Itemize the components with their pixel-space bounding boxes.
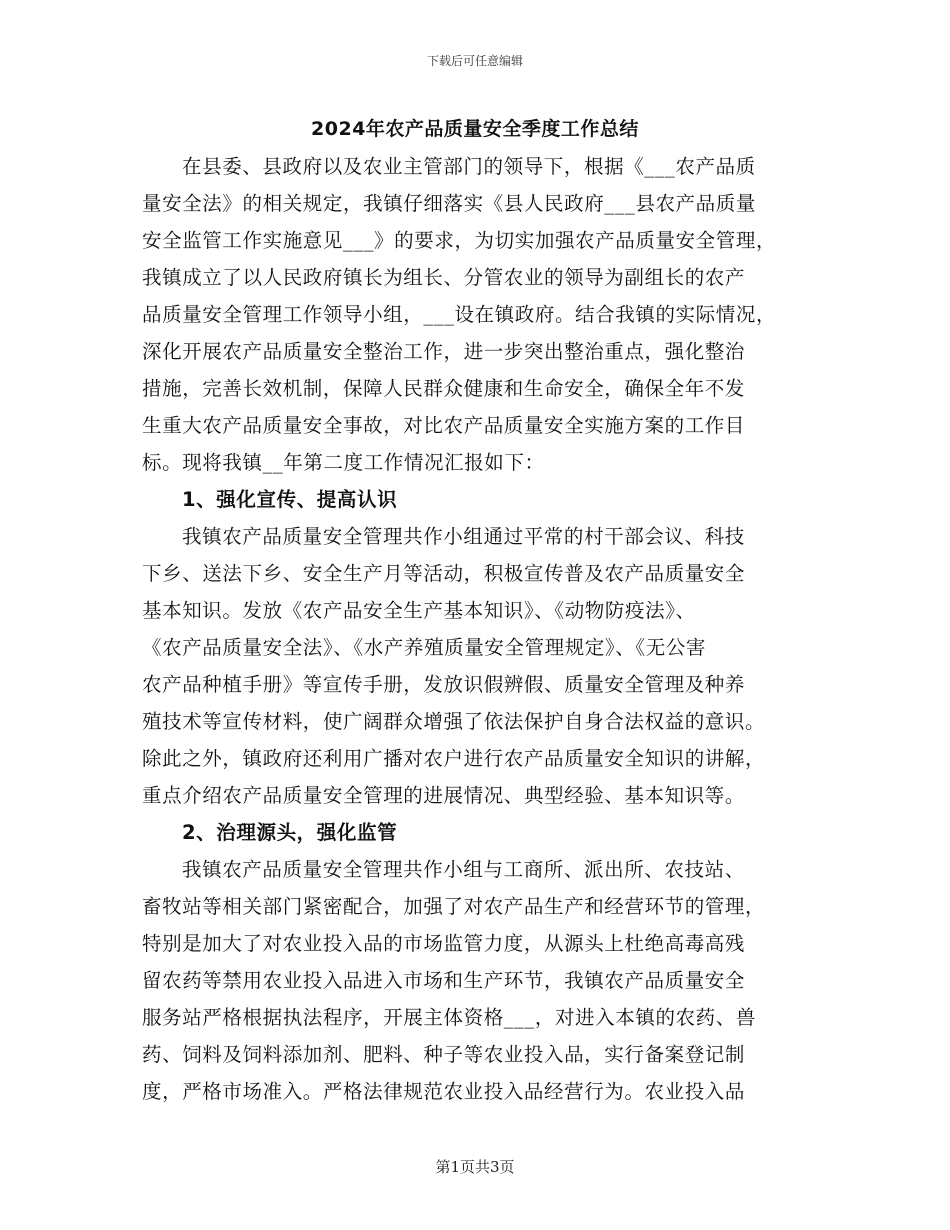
paragraph-line: 《农产品质量安全法》、《水产养殖质量安全管理规定》、《无公害 bbox=[142, 636, 707, 659]
document-body bbox=[142, 148, 822, 1110]
paragraph-line: 度，严格市场准入。严格法律规范农业投入品经营行为。农业投入品 bbox=[142, 1080, 746, 1103]
paragraph-line: 量安全法》的相关规定，我镇仔细落实《县人民政府___县农产品质量 bbox=[142, 192, 756, 215]
section-heading: 2、治理源头，强化监管 bbox=[182, 821, 398, 844]
paragraph-line: 殖技术等宣传材料，使广阔群众增强了依法保护自身合法权益的意识。 bbox=[142, 710, 766, 733]
paragraph-line: 标。现将我镇__年第二度工作情况汇报如下： bbox=[142, 451, 545, 474]
paragraph-line: 药、饲料及饲料添加剂、肥料、种子等农业投入品，实行备案登记制 bbox=[142, 1043, 746, 1066]
paragraph-line: 服务站严格根据执法程序，开展主体资格___，对进入本镇的农药、兽 bbox=[142, 1006, 756, 1029]
paragraph-line: 安全监管工作实施意见___》的要求，为切实加强农产品质量安全管理， bbox=[142, 229, 777, 252]
paragraph-line: 畜牧站等相关部门紧密配合，加强了对农产品生产和经营环节的管理， bbox=[142, 895, 766, 918]
paragraph-line: 深化开展农产品质量安全整治工作，进一步突出整治重点，强化整治 bbox=[142, 340, 746, 363]
section-heading: 1、强化宣传、提高认识 bbox=[182, 488, 398, 511]
paragraph-line: 留农药等禁用农业投入品进入市场和生产环节，我镇农产品质量安全 bbox=[142, 969, 746, 992]
paragraph-line: 生重大农产品质量安全事故，对比农产品质量安全实施方案的工作目 bbox=[142, 414, 746, 437]
paragraph-line: 特别是加大了对农业投入品的市场监管力度，从源头上杜绝高毒高残 bbox=[142, 932, 746, 955]
paragraph-line: 在县委、县政府以及农业主管部门的领导下，根据《___农产品质 bbox=[182, 155, 756, 178]
paragraph-line: 我镇农产品质量安全管理共作小组与工商所、派出所、农技站、 bbox=[182, 858, 745, 881]
paragraph-line: 基本知识。发放《农产品安全生产基本知识》、《动物防疫法》、 bbox=[142, 599, 696, 622]
paragraph-line: 我镇农产品质量安全管理共作小组通过平常的村干部会议、科技 bbox=[182, 525, 745, 548]
paragraph-line: 措施，完善长效机制，保障人民群众健康和生命安全，确保全年不发 bbox=[142, 377, 746, 400]
page-footer-number: 第1页共3页 bbox=[435, 1158, 515, 1176]
paragraph-line: 农产品种植手册》等宣传手册，发放识假辨假、质量安全管理及种养 bbox=[142, 673, 746, 696]
document-title: 2024年农产品质量安全季度工作总结 bbox=[311, 118, 639, 140]
page-header-note: 下载后可任意编辑 bbox=[426, 54, 523, 68]
paragraph-line: 下乡、送法下乡、安全生产月等活动，积极宣传普及农产品质量安全 bbox=[142, 562, 746, 585]
paragraph-line: 我镇成立了以人民政府镇长为组长、分管农业的领导为副组长的农产 bbox=[142, 266, 746, 289]
paragraph-line: 品质量安全管理工作领导小组，___设在镇政府。结合我镇的实际情况， bbox=[142, 303, 777, 326]
paragraph-line: 除此之外，镇政府还利用广播对农户进行农产品质量安全知识的讲解， bbox=[142, 747, 766, 770]
paragraph-line: 重点介绍农产品质量安全管理的进展情况、典型经验、基本知识等。 bbox=[142, 784, 746, 807]
